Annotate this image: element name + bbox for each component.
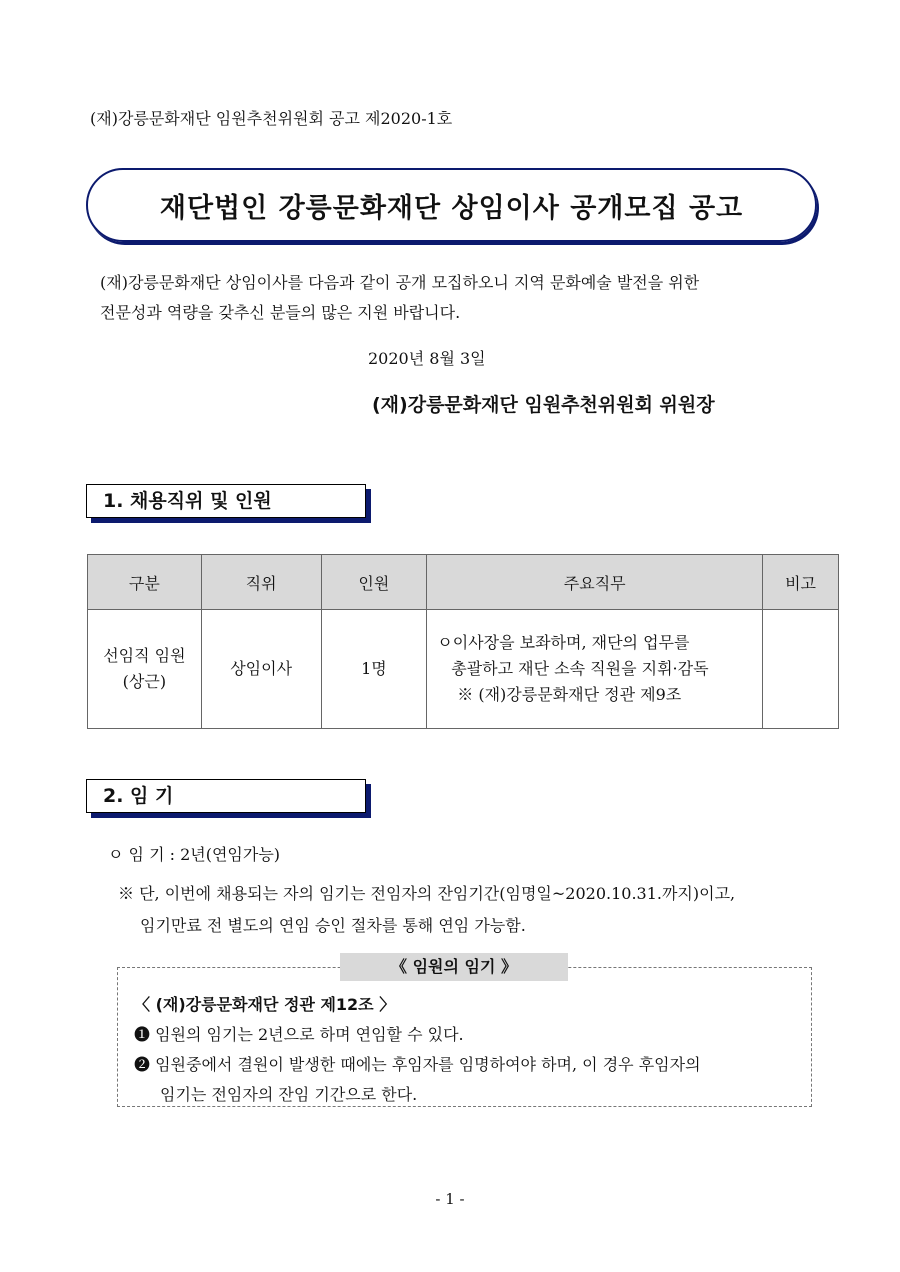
bylaw-item-1: ❶ 임원의 임기는 2년으로 하며 연임할 수 있다. — [134, 1025, 464, 1044]
cell-count: 1명 — [321, 610, 427, 729]
header-count: 인원 — [321, 555, 427, 610]
cell-position: 상임이사 — [201, 610, 321, 729]
header-remark: 비고 — [763, 555, 839, 610]
intro-line-1: (재)강릉문화재단 상임이사를 다음과 같이 공개 모집하오니 지역 문화예술 발전을 위한 — [100, 273, 700, 292]
table-row — [88, 610, 839, 729]
duty-line-3: ※ (재)강릉문화재단 정관 제9조 — [457, 685, 682, 704]
category-line-2: (상근) — [122, 672, 167, 691]
section-heading-positions: 1. 채용직위 및 인원 — [86, 484, 366, 518]
bylaw-article: 〈 (재)강릉문화재단 정관 제12조 〉 — [134, 995, 396, 1014]
page-number: - 1 - — [435, 1190, 465, 1208]
intro-paragraph — [100, 268, 830, 328]
table-header-row — [88, 555, 839, 610]
header-duties: 주요직무 — [427, 555, 763, 610]
header-position: 직위 — [201, 555, 321, 610]
term-note-line-1: ※ 단, 이번에 채용되는 자의 임기는 전임자의 잔임기간(임명일~2020.10.31.까지)이고, — [118, 884, 736, 903]
bylaw-box-label: 《 임원의 임기 》 — [340, 953, 568, 981]
cell-remark — [763, 610, 839, 729]
bylaw-item-2-line-2: 임기는 전임자의 잔임 기간으로 한다. — [160, 1085, 418, 1104]
term-note-line-2: 임기만료 전 별도의 연임 승인 절차를 통해 연임 가능함. — [140, 916, 526, 935]
positions-table — [87, 554, 839, 729]
duty-line-1: ㅇ이사장을 보좌하며, 재단의 업무를 — [437, 633, 690, 652]
cell-category — [88, 610, 202, 729]
document-title-text: 재단법인 강릉문화재단 상임이사 공개모집 공고 — [159, 192, 744, 224]
duty-line-2: 총괄하고 재단 소속 직원을 지휘·감독 — [451, 659, 709, 678]
announcement-signer: (재)강릉문화재단 임원추천위원회 위원장 — [372, 394, 715, 416]
term-note — [118, 878, 838, 942]
document-title — [86, 168, 817, 242]
header-category: 구분 — [88, 555, 202, 610]
cell-duties — [427, 610, 763, 729]
bylaw-box-body — [134, 990, 804, 1110]
category-line-1: 선임직 임원 — [103, 646, 186, 665]
section-heading-term: 2. 임 기 — [86, 779, 366, 813]
announcement-date: 2020년 8월 3일 — [368, 349, 486, 368]
term-line: ㅇ 임 기 : 2년(연임가능) — [108, 845, 281, 864]
intro-line-2: 전문성과 역량을 갖추신 분들의 많은 지원 바랍니다. — [100, 303, 461, 322]
notice-number: (재)강릉문화재단 임원추천위원회 공고 제2020-1호 — [90, 109, 453, 128]
bylaw-item-2-line-1: ❷ 임원중에서 결원이 발생한 때에는 후임자를 임명하여야 하며, 이 경우 후임자의 — [134, 1055, 701, 1074]
